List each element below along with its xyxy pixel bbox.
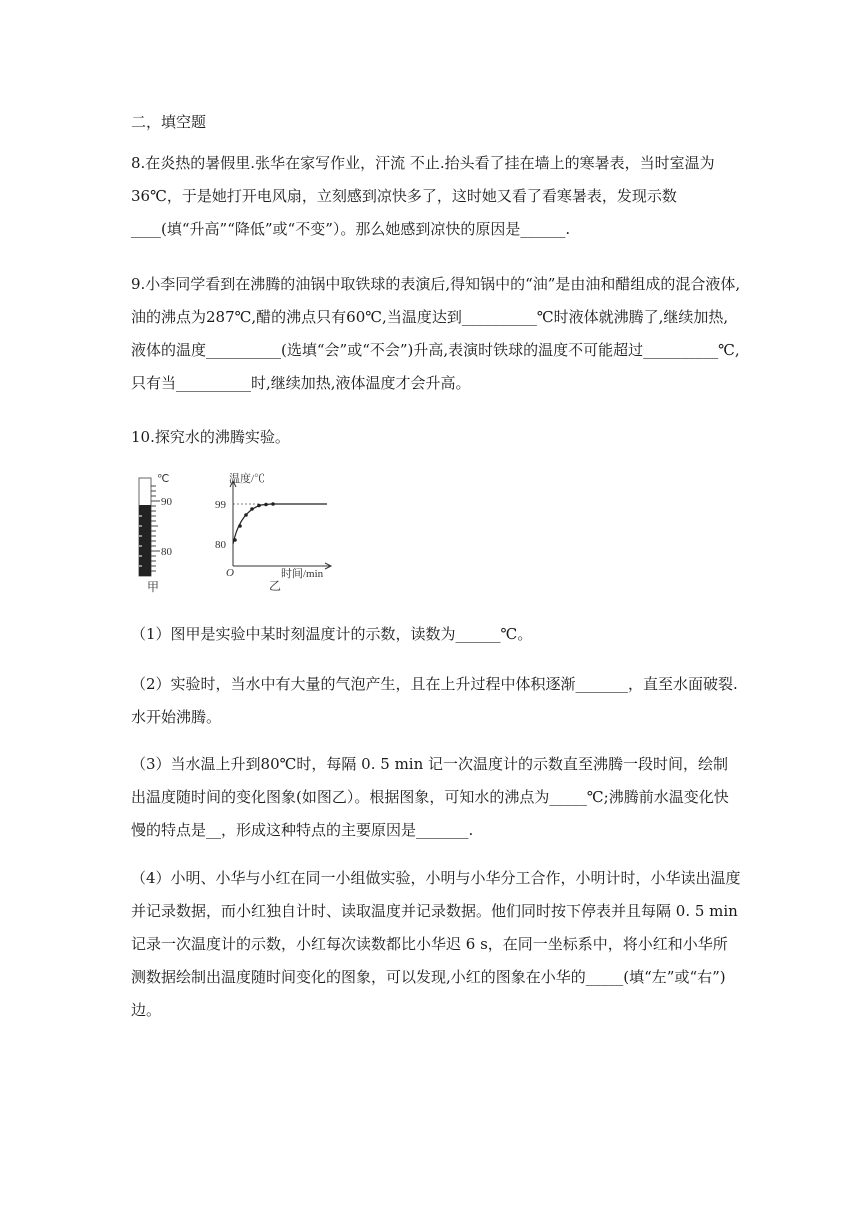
- graph-ytick-80: 80: [215, 539, 226, 551]
- graph-xlabel: 时间/min: [281, 568, 324, 580]
- thermometer-unit: ℃: [157, 473, 170, 485]
- thermometer-caption: 甲: [147, 580, 160, 594]
- question-10-title: 10.探究水的沸腾实验。: [131, 428, 290, 446]
- thermometer-label-90: 90: [161, 496, 172, 508]
- question-10-part-2: （2）实验时，当水中有大量的气泡产生，且在上升过程中体积逐渐_______，直至水面破裂.水开始沸腾。: [131, 675, 738, 726]
- question-8: 8.在炎热的暑假里.张华在家写作业，汗流 不止.抬头看了挂在墙上的寒暑表，当时室温为36℃，于是她打开电风扇，立刻感到凉快多了，这时她又看了看寒暑表，发现示数____(填“升高”“降低”或“不变”）。那么她感到凉快的原因是______.: [131, 154, 715, 238]
- question-10-part-4: （4）小明、小华与小红在同一小组做实验，小明与小华分工合作，小明计时，小华读出温度并记录数据，而小红独自计时、读取温度并记录数据。他们同时按下停表并且每隔 0. 5 min记录一次温度计的示数，小红每次读数都比小华迟 6 s，在同一坐标系中，将小红和小华所测数据绘制出温度随时间变化的图象，可以发现,小红的图象在小华的_____(填“左”或“右”)边。: [131, 869, 741, 1019]
- question-10-part-1: （1）图甲是实验中某时刻温度计的示数，读数为______℃。: [131, 625, 533, 643]
- graph-caption: 乙: [269, 579, 282, 593]
- graph-curve: [233, 504, 327, 544]
- graph-origin: O: [226, 567, 234, 579]
- section-title: 二，填空题: [131, 113, 207, 131]
- thermometer-scale: [151, 486, 160, 571]
- question-9: 9.小李同学看到在沸腾的油锅中取铁球的表演后,得知锅中的“油”是由油和醋组成的混合液体,油的沸点为287℃,醋的沸点只有60℃,当温度达到__________℃时液体就沸腾了,继续加热,液体的温度__________(选填“会”或“不会”)升高,表演时铁球的温度不可能超过__________℃,只有当__________时,继续加热,液体温度才会升高。: [131, 275, 741, 392]
- question-10-figure: [131, 470, 351, 600]
- question-10-part-3: （3）当水温上升到80℃时，每隔 0. 5 min 记一次温度计的示数直至沸腾一段时间，绘制出温度随时间的变化图象(如图乙）。根据图象，可知水的沸点为_____℃;沸腾前水温变化快慢的特点是__，形成这种特点的主要原因是_______.: [131, 755, 729, 839]
- graph-ytick-99: 99: [215, 499, 226, 511]
- thermometer-label-80: 80: [161, 546, 172, 558]
- thermometer-figure: [139, 473, 173, 594]
- graph-ylabel: 温度/℃: [229, 473, 266, 485]
- temperature-graph: [215, 471, 331, 593]
